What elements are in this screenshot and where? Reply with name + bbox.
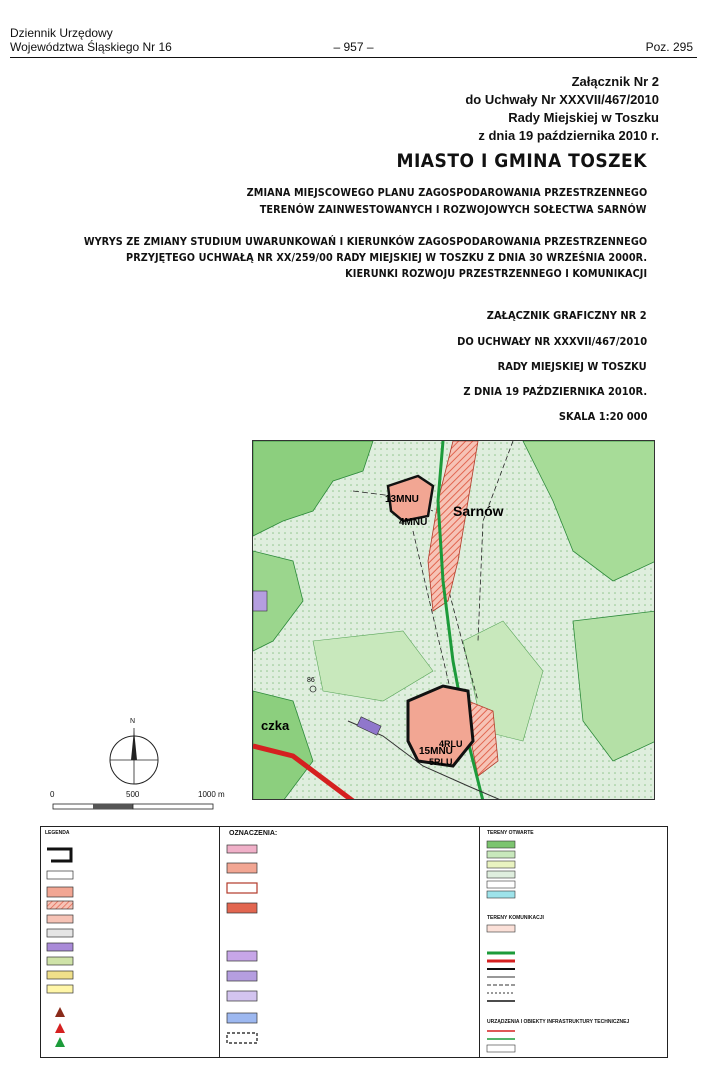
position-number: Poz. 295 — [645, 40, 693, 54]
map-scale: SKALA 1:20 000 — [558, 410, 647, 423]
graphic-annex-number: ZAŁĄCZNIK GRAFICZNY NR 2 — [487, 309, 647, 322]
service-area — [253, 591, 267, 611]
annex-reference — [465, 73, 659, 145]
compass-graphic — [104, 718, 164, 788]
extract-line-1: WYRYS ZE ZMIANY STUDIUM UWARUNKOWAŃ I KIERUNKÓW ZAGOSPODAROWANIA PRZESTRZENNEGO — [83, 235, 647, 248]
zoning-map — [252, 440, 655, 800]
zone-label-15mnu: 15MNU — [419, 746, 453, 757]
road-number-label: 86 — [307, 677, 315, 684]
journal-issue: Województwa Śląskiego Nr 16 — [10, 40, 172, 54]
journal-name: Dziennik Urzędowy — [10, 26, 113, 40]
scale-bar — [50, 790, 240, 820]
graphic-annex-date: Z DNIA 19 PAŹDZIERNIKA 2010R. — [463, 385, 647, 398]
scale-graphic — [50, 802, 240, 812]
extract-line-2: PRZYJĘTEGO UCHWAŁĄ NR XX/259/00 RADY MIEJSKIEJ W TOSZKU Z DNIA 30 WRZEŚNIA 2000R. — [125, 251, 647, 264]
plan-subtitle-1: ZMIANA MIEJSCOWEGO PLANU ZAGOSPODAROWANIA PRZESTRZENNEGO — [246, 186, 647, 199]
compass-rose-icon — [104, 718, 164, 793]
zone-label-4mnu: 4MNU — [399, 517, 428, 528]
annex-number: Załącznik Nr 2 — [571, 74, 659, 89]
legend-designations: OZNACZENIA: — [229, 830, 278, 837]
zone-label-5rlu: 5RLU — [429, 757, 453, 767]
village-label: Sarnów — [453, 503, 504, 519]
legend-transport: TERENY KOMUNIKACJI — [487, 915, 544, 921]
zone-label-13mnu: 13MNU — [385, 494, 419, 505]
legend-open-areas: TERENY OTWARTE — [487, 830, 534, 836]
north-label: N — [130, 718, 136, 725]
legend-title: LEGENDA — [45, 830, 70, 836]
graphic-annex-council: RADY MIEJSKIEJ W TOSZKU — [497, 360, 647, 373]
graphic-annex-resolution: DO UCHWAŁY NR XXXVII/467/2010 — [457, 335, 647, 348]
page-number: – 957 – — [333, 40, 374, 54]
scale-mid: 500 — [126, 790, 140, 799]
scale-start: 0 — [50, 790, 55, 799]
place-label: czka — [261, 718, 290, 733]
map-legend — [40, 826, 668, 1058]
legend-infrastructure: URZĄDZENIA I OBIEKTY INFRASTRUKTURY TECHNICZNEJ — [487, 1019, 630, 1025]
annex-date: z dnia 19 października 2010 r. — [478, 128, 659, 143]
annex-council: Rady Miejskiej w Toszku — [508, 110, 659, 125]
scale-end: 1000 m — [198, 790, 225, 799]
zone-label-4rlu: 4RLU — [439, 739, 463, 749]
header-divider — [10, 57, 697, 58]
extract-line-3: KIERUNKI ROZWOJU PRZESTRZENNEGO I KOMUNIKACJI — [345, 267, 647, 280]
plan-subtitle-2: TERENÓW ZAINWESTOWANYCH I ROZWOJOWYCH SOŁECTWA SARNÓW — [260, 203, 647, 216]
document-title: MIASTO I GMINA TOSZEK — [396, 150, 647, 172]
legend-swatches — [41, 827, 667, 1057]
annex-resolution: do Uchwały Nr XXXVII/467/2010 — [465, 92, 659, 107]
